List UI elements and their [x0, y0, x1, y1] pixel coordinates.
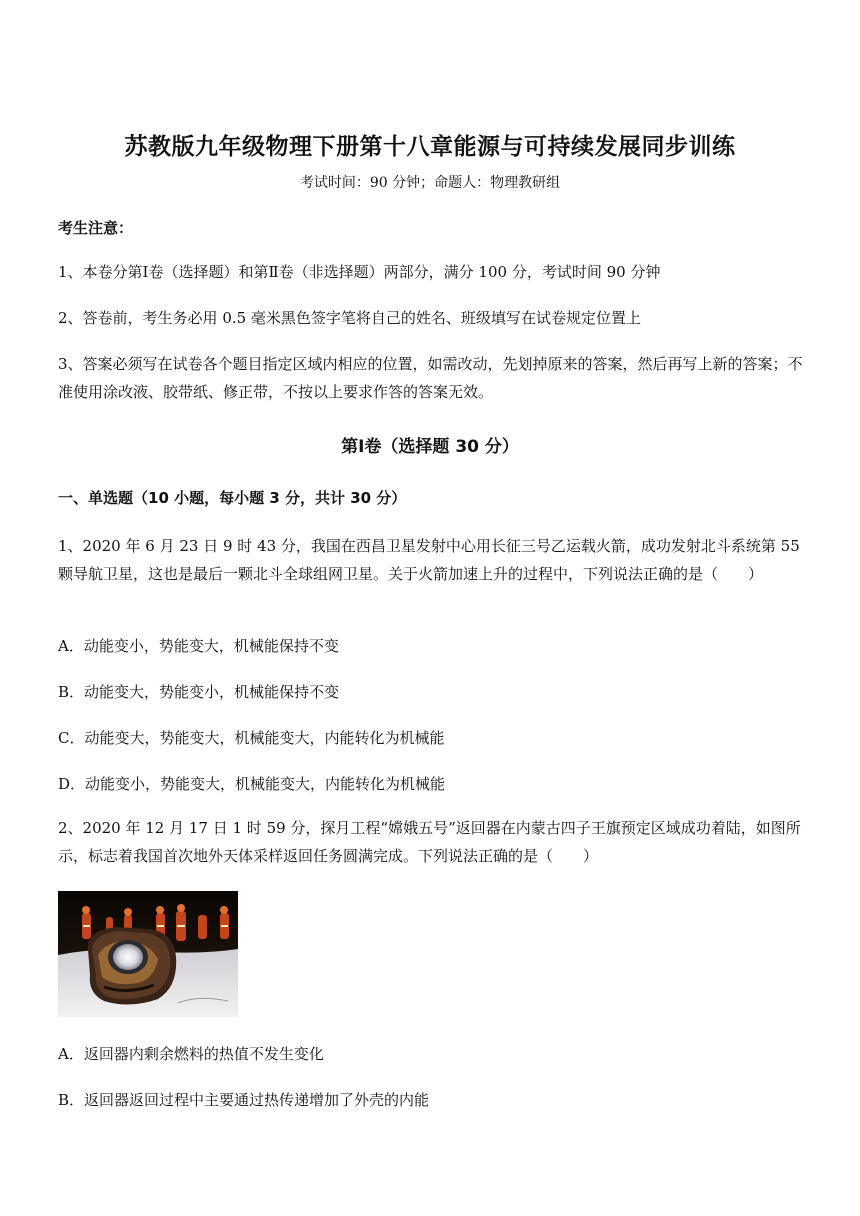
question-option: C．动能变大，势能变大，机械能变大，内能转化为机械能 [58, 729, 445, 747]
page-title: 苏教版九年级物理下册第十八章能源与可持续发展同步训练 [124, 134, 736, 160]
notice-item: 3、答案必须写在试卷各个题目指定区域内相应的位置，如需改动，先划掉原来的答案，然后再写上新的答案；不准使用涂改液、胶带纸、修正带，不按以上要求作答的答案无效。 [58, 355, 803, 401]
section-title: 第Ⅰ卷（选择题 30 分） [341, 437, 519, 457]
question-option: B．动能变大，势能变小，机械能保持不变 [58, 683, 340, 701]
question-option: A．动能变小，势能变大，机械能保持不变 [58, 637, 339, 655]
notice-heading: 考生注意： [58, 219, 134, 237]
notice-item: 1、本卷分第Ⅰ卷（选择题）和第Ⅱ卷（非选择题）两部分，满分 100 分，考试时间 90 分钟 [58, 263, 661, 281]
question-option: D．动能变小，势能变大，机械能变大，内能转化为机械能 [58, 775, 446, 793]
exam-info: 考试时间：90 分钟；命题人：物理教研组 [299, 175, 561, 191]
question-option: B．返回器返回过程中主要通过热传递增加了外壳的内能 [58, 1091, 430, 1109]
notice-item: 2、答卷前，考生务必用 0.5 毫米黑色签字笔将自己的姓名、班级填写在试卷规定位置上 [58, 309, 641, 327]
part-heading: 一、单选题（10 小题，每小题 3 分，共计 30 分） [58, 489, 407, 507]
question-stem: 2、2020 年 12 月 17 日 1 时 59 分，探月工程“嫦娥五号”返回器在内蒙古四子王旗预定区域成功着陆，如图所示，标志着我国首次地外天体采样返回任务圆满完成。下列说法正确的是（ ） [58, 819, 801, 865]
question-stem: 1、2020 年 6 月 23 日 9 时 43 分，我国在西昌卫星发射中心用长征三号乙运载火箭，成功发射北斗系统第 55 颗导航卫星，这也是最后一颗北斗全球组网卫星。关于火箭加速上升的过程中，下列说法正确的是（ ） [58, 537, 800, 583]
question-option: A．返回器内剩余燃料的热值不发生变化 [58, 1045, 324, 1063]
return-capsule-photo [58, 891, 238, 1017]
